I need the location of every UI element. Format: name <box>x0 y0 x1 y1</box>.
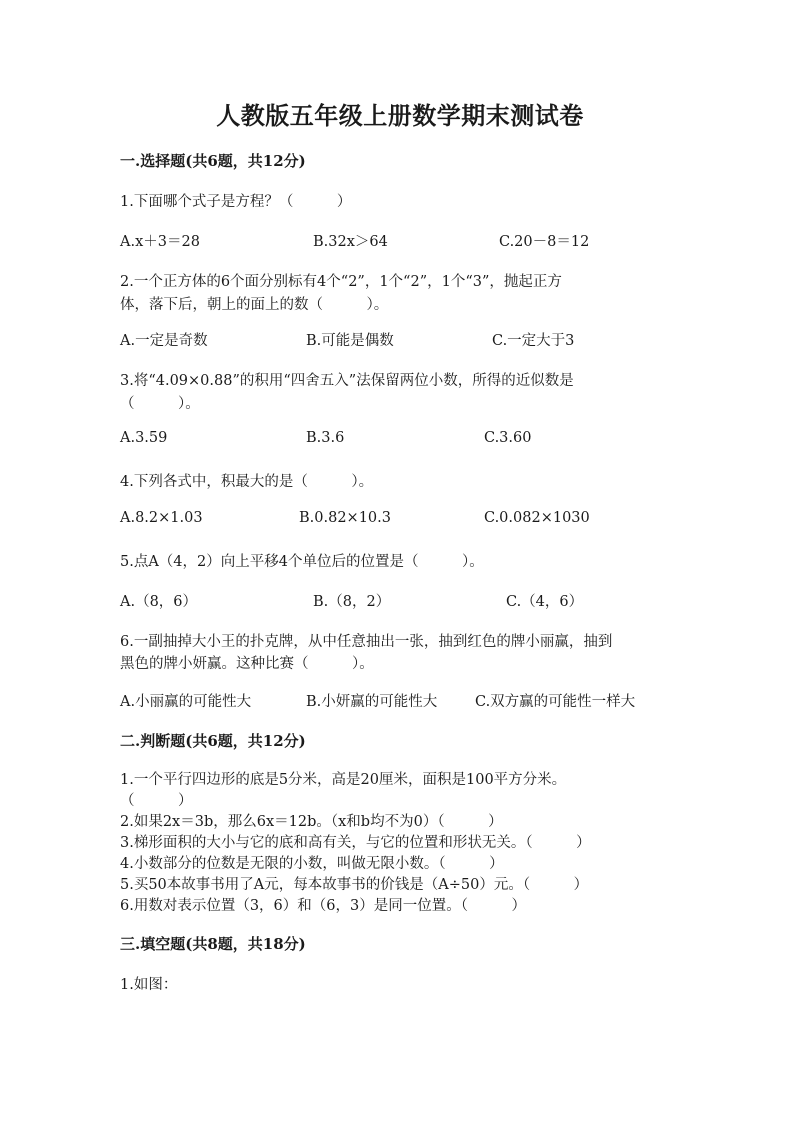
judgement-item: 2.如果2x＝3b，那么6x＝12b。（x和b均不为0）（ ） <box>120 814 503 830</box>
option-b: B.0.82×10.3 <box>299 510 391 526</box>
judgement-item: 3.梯形面积的大小与它的底和高有关，与它的位置和形状无关。（ ） <box>120 835 591 851</box>
option-c: C.双方赢的可能性一样大 <box>475 694 636 710</box>
option-c: C.0.082×1030 <box>484 510 590 526</box>
option-a: A.3.59 <box>120 430 168 446</box>
option-a: A.一定是奇数 <box>120 333 208 349</box>
question-stem: 1.下面哪个式子是方程？（ ） <box>120 194 352 210</box>
judgement-item: 1.一个平行四边形的底是5分米，高是20厘米，面积是100平方分米。 <box>120 772 567 788</box>
question-stem: 5.点A（4，2）向上平移4个单位后的位置是（ ）。 <box>120 554 484 570</box>
section-heading-fill-blank: 三.填空题(共8题，共18分) <box>120 935 306 953</box>
question-stem-continued: 黑色的牌小妍赢。这种比赛（ ）。 <box>120 656 374 672</box>
section-heading-choice: 一.选择题(共6题，共12分) <box>120 152 306 170</box>
option-b: B.可能是偶数 <box>306 333 394 349</box>
option-c: C.3.60 <box>484 430 532 446</box>
question-stem: 6.一副抽掉大小王的扑克牌，从中任意抽出一张，抽到红色的牌小丽赢，抽到 <box>120 634 613 650</box>
option-a: A.8.2×1.03 <box>120 510 203 526</box>
option-c: C.20－8＝12 <box>499 234 590 250</box>
option-b: B.小妍赢的可能性大 <box>306 694 438 710</box>
question-stem-continued: 体，落下后，朝上的面上的数（ ）。 <box>120 297 389 313</box>
option-a: A.（8，6） <box>120 594 198 610</box>
judgement-item: 6.用数对表示位置（3，6）和（6，3）是同一位置。（ ） <box>120 898 526 914</box>
judgement-item: 4.小数部分的位数是无限的小数，叫做无限小数。（ ） <box>120 856 504 872</box>
option-c: C.一定大于3 <box>492 333 575 349</box>
question-stem: 4.下列各式中，积最大的是（ ）。 <box>120 474 374 490</box>
question-stem-continued: （ ）。 <box>120 396 200 412</box>
option-b: B.（8，2） <box>313 594 391 610</box>
option-b: B.3.6 <box>306 430 345 446</box>
judgement-item-continued: （ ） <box>120 793 193 809</box>
question-stem: 2.一个正方体的6个面分别标有4个“2”，1个“2”，1个“3”，抛起正方 <box>120 274 562 290</box>
question-stem: 3.将“4.09×0.88”的积用“四舍五入”法保留两位小数，所得的近似数是 <box>120 373 574 389</box>
judgement-item: 5.买50本故事书用了A元，每本故事书的价钱是（A÷50）元。（ ） <box>120 877 589 893</box>
fill-blank-question: 1.如图： <box>120 977 178 993</box>
option-c: C.（4，6） <box>506 594 584 610</box>
section-heading-judgement: 二.判断题(共6题，共12分) <box>120 732 306 750</box>
option-b: B.32x＞64 <box>313 234 388 250</box>
option-a: A.小丽赢的可能性大 <box>120 694 252 710</box>
option-a: A.x＋3＝28 <box>120 234 200 250</box>
exam-title: 人教版五年级上册数学期末测试卷 <box>216 101 584 130</box>
